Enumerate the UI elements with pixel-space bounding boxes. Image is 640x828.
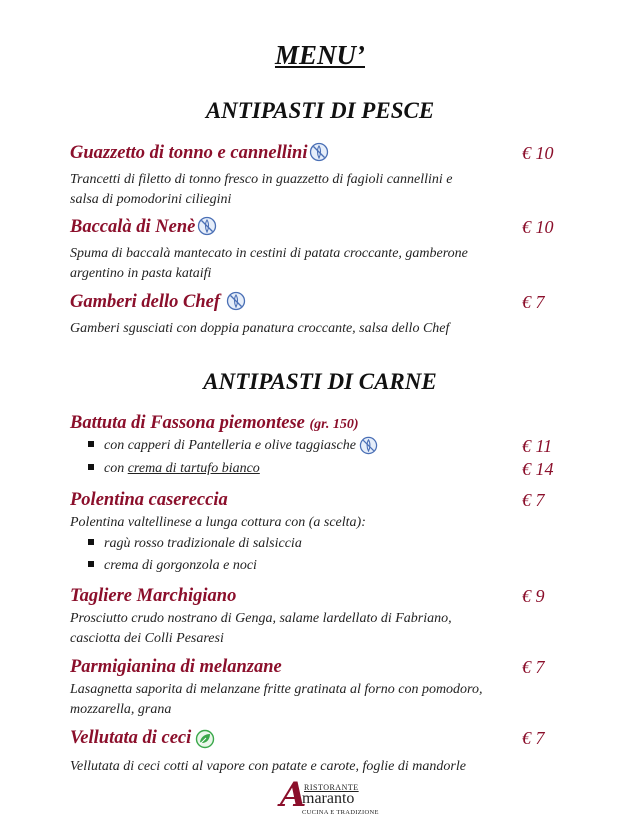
logo-top-line: RISTORANTE [304, 783, 359, 792]
menu-item-polentina [70, 489, 570, 533]
item-description: Vellutata di ceci cotti al vapore con patate e carote, foglie di mandorle [70, 759, 466, 774]
bullet-square [88, 539, 94, 545]
vegan-leaf-icon [195, 729, 215, 755]
item-price: € 10 [522, 217, 554, 237]
option-gorgonzola [88, 556, 257, 576]
item-description: Lasagnetta saporita di melanzane fritte gratinata al forno con pomodoro, [70, 682, 483, 697]
gluten-free-icon [359, 436, 378, 462]
logo-tagline: CUCINA E TRADIZIONE [302, 809, 379, 816]
option-ragu [88, 534, 302, 554]
menu-item-guazzetto [70, 142, 570, 210]
menu-item-fassona [70, 412, 570, 436]
gluten-free-icon [197, 216, 217, 242]
item-price: € 7 [522, 728, 545, 748]
item-name: Parmigianina di melanzane [70, 657, 282, 677]
gluten-free-icon [226, 291, 246, 317]
menu-item-parmigianina [70, 656, 570, 720]
menu-item-gamberi [70, 291, 570, 339]
item-name: Baccalà di Nenè [70, 217, 196, 237]
item-price: € 10 [522, 143, 554, 163]
item-price: € 9 [522, 586, 545, 606]
menu-item-vellutata [70, 727, 570, 777]
item-name: Polentina casereccia [70, 490, 228, 510]
item-description-cont: mozzarella, grana [70, 702, 172, 717]
option-text-underlined: crema di tartufo bianco [127, 461, 260, 476]
logo-initial: A [280, 775, 307, 815]
item-name: Tagliere Marchigiano [70, 586, 237, 606]
item-name: Guazzetto di tonno e cannellini [70, 143, 308, 163]
restaurant-logo [280, 775, 390, 821]
item-weight: (gr. 150) [309, 417, 359, 432]
bullet-square [88, 464, 94, 470]
item-description-cont: salsa di pomodorini ciliegini [70, 192, 232, 207]
section-heading-carne: ANTIPASTI DI CARNE [203, 369, 437, 394]
item-price: € 7 [522, 657, 545, 677]
item-description: Spuma di baccalà mantecato in cestini di patata croccante, gamberone [70, 246, 468, 261]
option-text: ragù rosso tradizionale di salsiccia [104, 536, 302, 551]
item-description-cont: casciotta dei Colli Pesaresi [70, 631, 224, 646]
option-price: € 14 [522, 459, 554, 479]
logo-word: maranto [302, 790, 355, 807]
option-text: con [104, 461, 125, 476]
menu-item-tagliere [70, 585, 570, 649]
item-name: Battuta di Fassona piemontese [70, 413, 305, 433]
option-price: € 11 [522, 436, 553, 456]
item-name: Gamberi dello Chef [70, 292, 221, 312]
item-name: Vellutata di ceci [70, 728, 192, 748]
item-price: € 7 [522, 490, 545, 510]
section-heading-pesce: ANTIPASTI DI PESCE [205, 98, 435, 123]
option-tartufo [88, 459, 260, 479]
item-description: Gamberi sgusciati con doppia panatura croccante, salsa dello Chef [70, 321, 450, 336]
gluten-free-icon [309, 142, 329, 168]
bullet-square [88, 441, 94, 447]
item-description-cont: argentino in pasta kataifi [70, 266, 212, 281]
menu-item-baccala [70, 216, 570, 284]
option-text: crema di gorgonzola e noci [104, 558, 257, 573]
item-description: Polentina valtellinese a lunga cottura con (a scelta): [70, 515, 366, 530]
item-description: Trancetti di filetto di tonno fresco in guazzetto di fagioli cannellini e [70, 172, 453, 187]
option-text: con capperi di Pantelleria e olive taggiasche [104, 438, 356, 453]
item-price: € 7 [522, 292, 545, 312]
bullet-square [88, 561, 94, 567]
item-description: Prosciutto crudo nostrano di Genga, salame lardellato di Fabriano, [70, 611, 452, 626]
menu-title: MENU’ [274, 40, 365, 70]
